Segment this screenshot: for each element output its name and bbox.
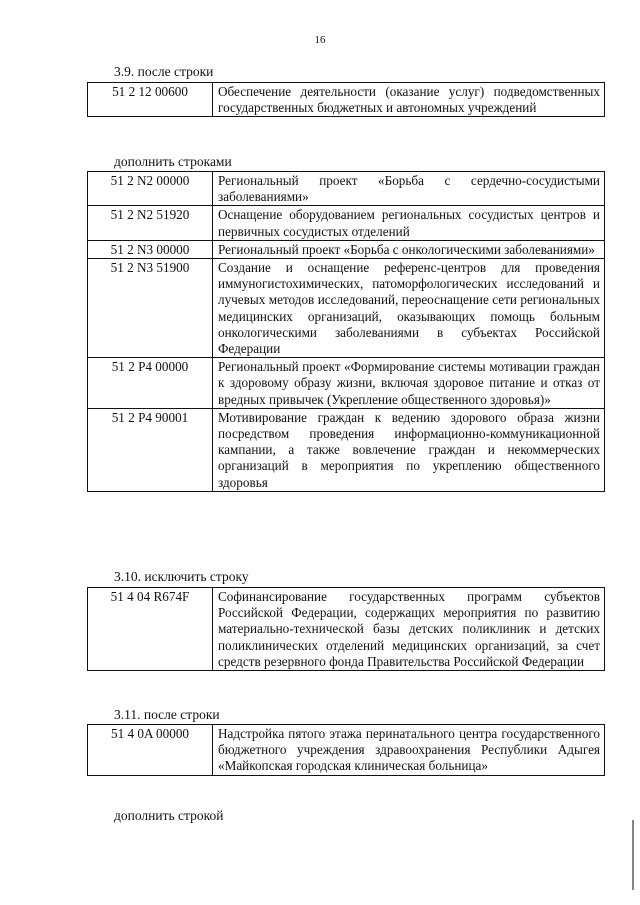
table-row	[88, 240, 605, 258]
row-code: 51 2 P4 00000	[88, 358, 213, 409]
table-added-rows	[87, 171, 605, 492]
row-code: 51 2 N2 51920	[88, 206, 213, 240]
table-row	[88, 172, 605, 206]
row-code: 51 2 N3 51900	[88, 259, 213, 358]
row-name: Софинансирование государственных программ субъектов Российской Федерации, содержащих мероприятия по развитию материально-технической базы детских поликлиник и детских поликлинических отделений медицинских организаций, за счет средств резервного фонда Правительства Российской Федерации	[213, 588, 605, 671]
row-code: 51 4 04 R674F	[88, 588, 213, 671]
scan-edge-mark	[632, 820, 634, 890]
row-name: Создание и оснащение референс-центров для проведения иммуногистохимических, патоморфологических исследований и лучевых методов исследований, переоснащение сети региональных медицинских организаций, оказывающих помощь больным онкологическими заболеваниями в субъектах Российской Федерации	[213, 259, 605, 358]
row-name: Региональный проект «Борьба с онкологическими заболеваниями»	[213, 240, 605, 258]
row-code: 51 2 N3 00000	[88, 240, 213, 258]
row-name: Надстройка пятого этажа перинатального центра государственного бюджетного учреждения здравоохранения Республики Адыгея «Майкопская городская клиническая больница»	[213, 725, 605, 776]
row-code: 51 4 0A 00000	[88, 725, 213, 776]
row-name: Мотивирование граждан к ведению здорового образа жизни посредством проведения информационно-коммуникационной кампании, а также вовлечение граждан и некоммерческих организаций в мероприятия по укреплению общественного здоровья	[213, 408, 605, 491]
section-heading-3-9: 3.9. после строки	[114, 64, 214, 79]
row-name: Обеспечение деятельности (оказание услуг) подведомственных государственных бюджетных и автономных учреждений	[213, 83, 605, 117]
table-row	[88, 408, 605, 491]
table-row	[88, 725, 605, 776]
table-row	[88, 358, 605, 409]
row-name: Оснащение оборудованием региональных сосудистых центров и первичных сосудистых отделений	[213, 206, 605, 240]
table-after-row-3-11	[87, 724, 605, 776]
section-heading-3-10: 3.10. исключить строку	[114, 569, 249, 584]
page-number: 16	[314, 34, 326, 46]
section-heading-add-rows: дополнить строками	[114, 154, 232, 169]
section-heading-3-11: 3.11. после строки	[114, 707, 220, 722]
table-remove-row-3-10	[87, 587, 605, 671]
add-row-note: дополнить строкой	[114, 808, 224, 823]
table-row	[88, 206, 605, 240]
row-name: Региональный проект «Борьба с сердечно-сосудистыми заболеваниями»	[213, 172, 605, 206]
table-row	[88, 83, 605, 117]
table-row	[88, 588, 605, 671]
row-code: 51 2 P4 90001	[88, 408, 213, 491]
row-name: Региональный проект «Формирование системы мотивации граждан к здоровому образу жизни, включая здоровое питание и отказ от вредных привычек (Укрепление общественного здоровья)»	[213, 358, 605, 409]
table-after-row-3-9	[87, 82, 605, 117]
table-row	[88, 259, 605, 358]
row-code: 51 2 N2 00000	[88, 172, 213, 206]
row-code: 51 2 12 00600	[88, 83, 213, 117]
